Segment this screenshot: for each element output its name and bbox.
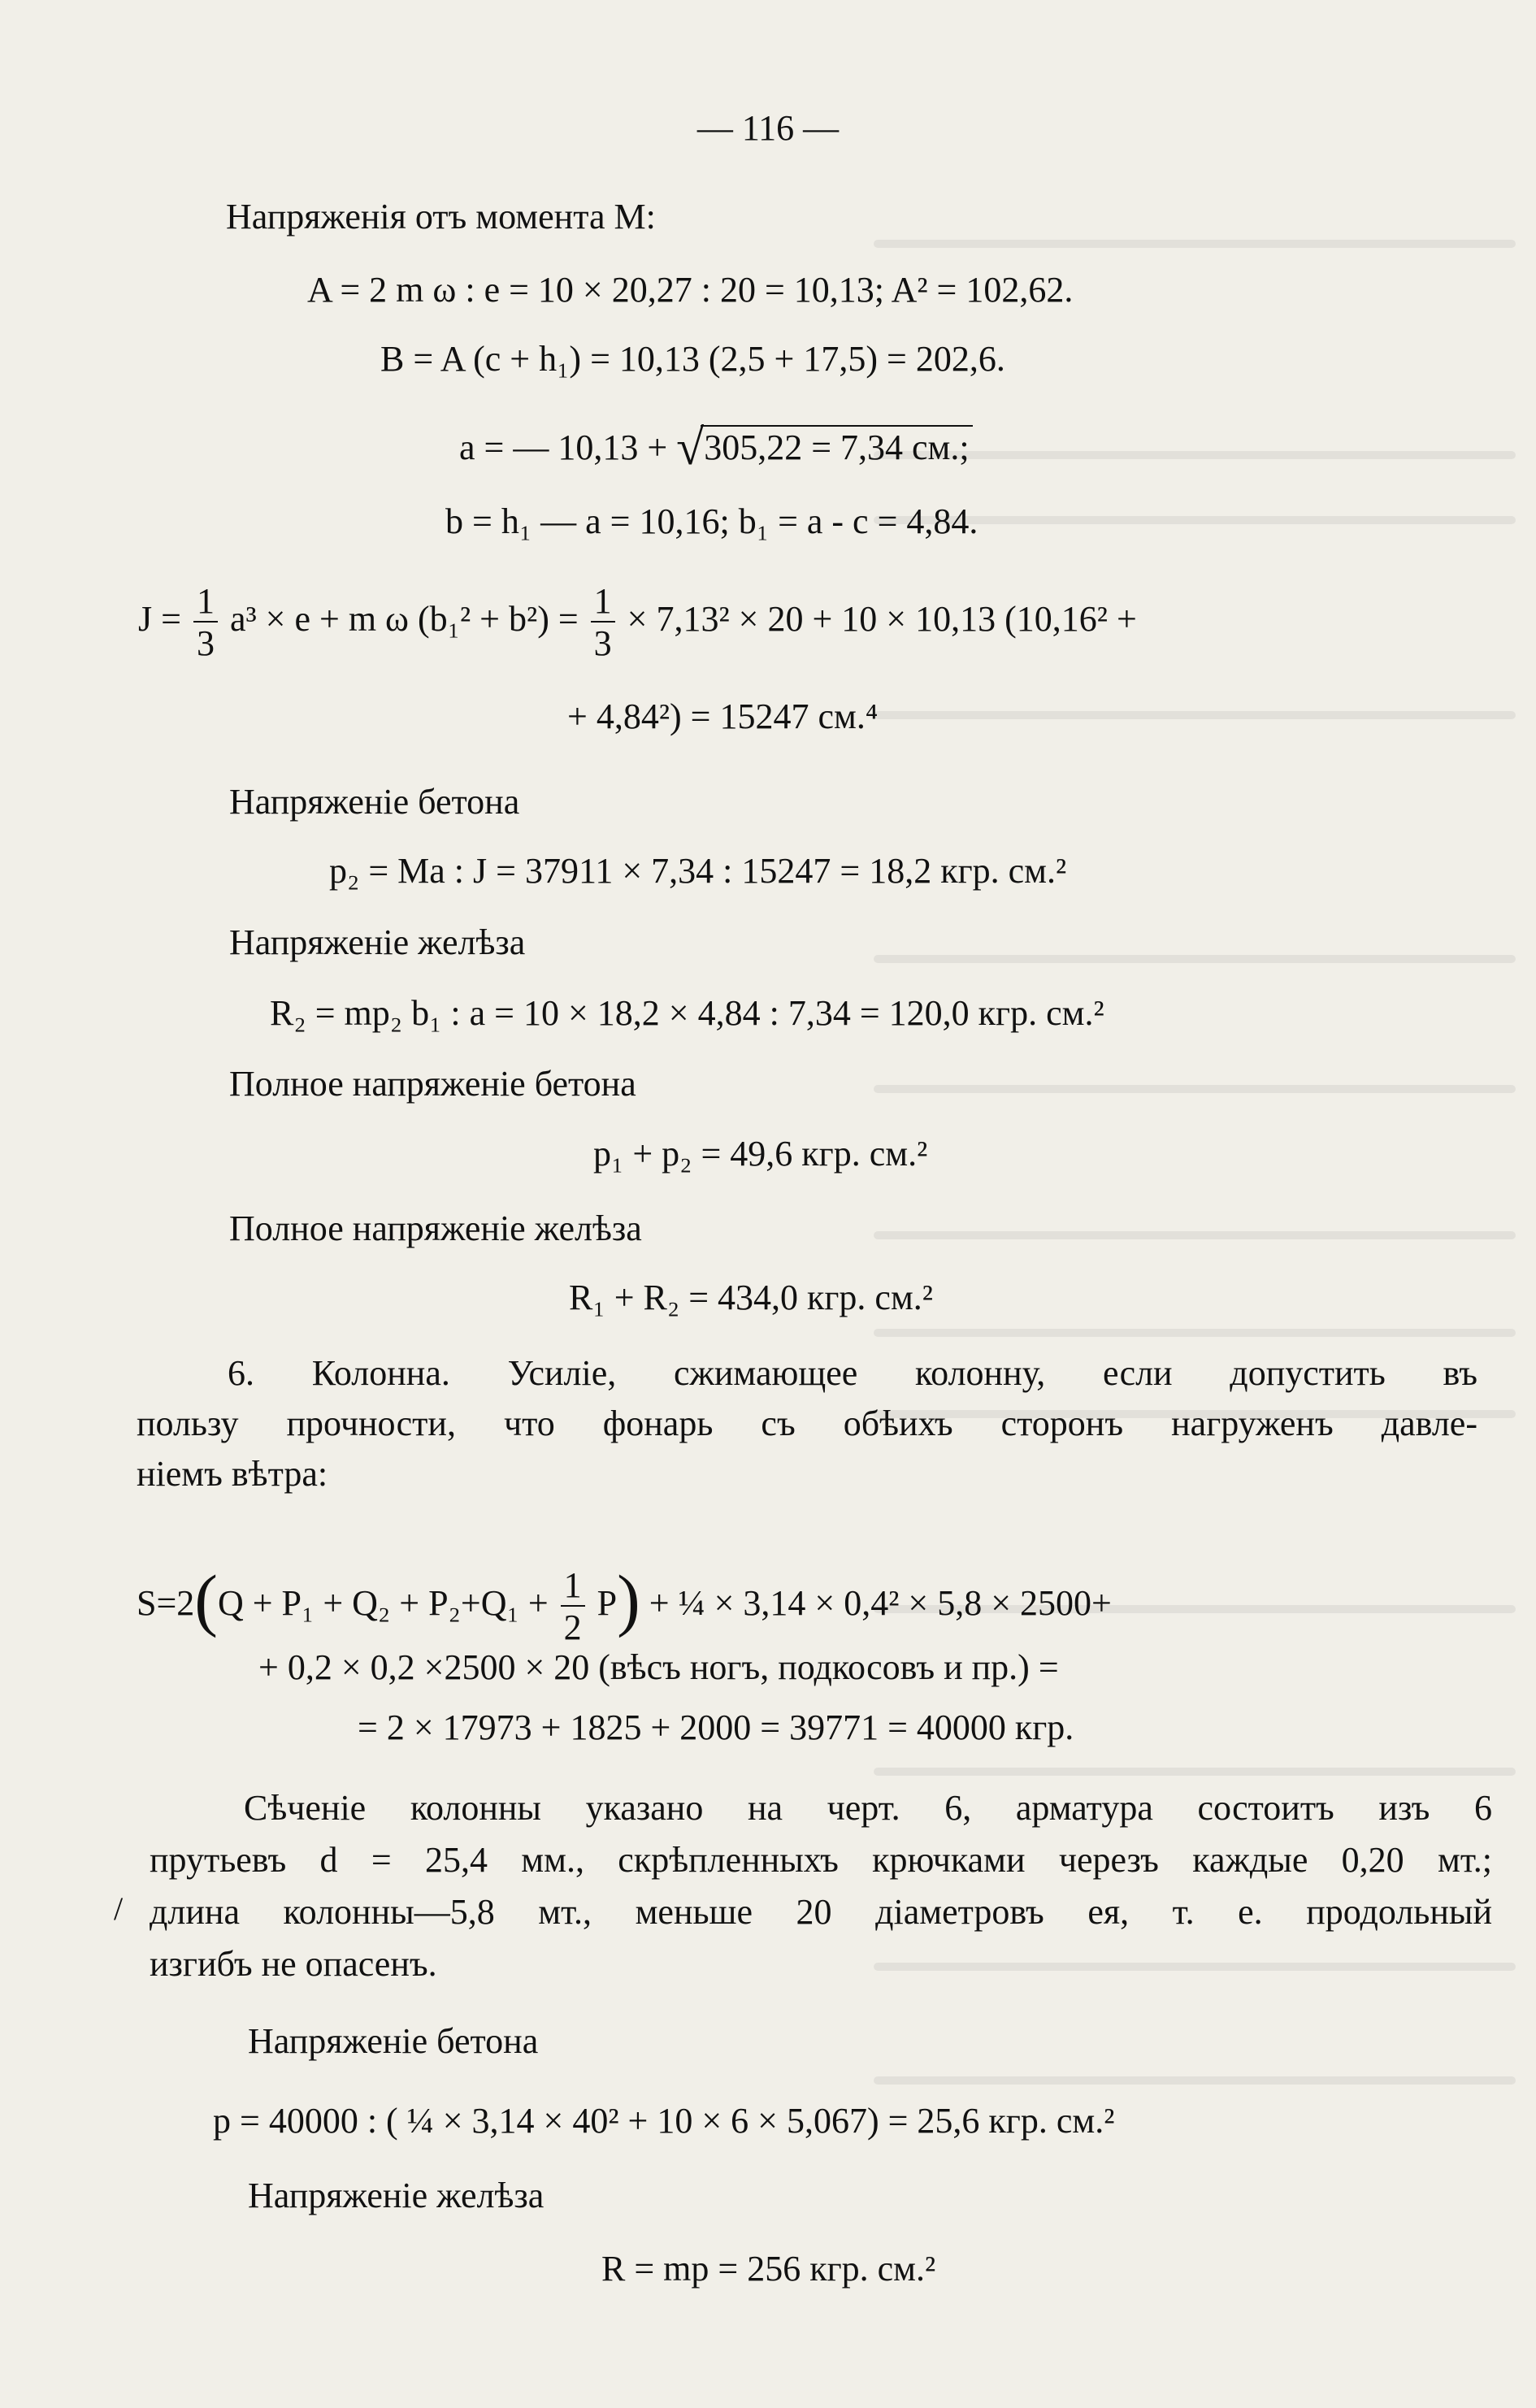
paragraph-column-line-1: 6. Колонна. Усиліе, сжимающее колонну, если допустить въ bbox=[228, 1353, 1477, 1393]
fraction-numerator: 1 bbox=[193, 584, 218, 623]
force-s-rhs: + ¼ × 3,14 × 0,4² × 5,8 × 2500+ bbox=[649, 1583, 1112, 1623]
inertia-lhs: J = bbox=[138, 599, 181, 640]
fraction-one-third-2 bbox=[591, 581, 615, 663]
fraction-numerator: 1 bbox=[561, 1568, 585, 1607]
paragraph-section-line-2: прутьевъ d = 25,4 мм., скрѣпленныхъ крючками черезъ каждые 0,20 мт.; bbox=[150, 1840, 1492, 1880]
force-s-p: P bbox=[597, 1583, 618, 1623]
equation-b: B = A (c + h₁) = 10,13 (2,5 + 17,5) = 202,6. bbox=[380, 339, 1005, 379]
paragraph-column-line-3: ніемъ вѣтра: bbox=[137, 1454, 328, 1494]
heading-iron-stress: Напряженіе желѣза bbox=[229, 922, 526, 962]
paragraph-section-line-3: длина колонны—5,8 мт., меньше 20 діаметровъ ея, т. е. продольный bbox=[150, 1892, 1492, 1932]
equation-a-root-left: a = — 10,13 + bbox=[459, 427, 668, 467]
margin-tick-mark: / bbox=[114, 1890, 124, 1927]
fraction-numerator: 1 bbox=[591, 584, 615, 623]
equation-p2: p₂ = Ma : J = 37911 × 7,34 : 15247 = 18,2 кгр. см.² bbox=[329, 851, 1067, 891]
paragraph-column-line-2: пользу прочности, что фонарь съ обѣихъ сторонъ нагруженъ давле- bbox=[137, 1404, 1477, 1443]
equation-a-root-radicand: 305,22 = 7,34 см.; bbox=[701, 425, 972, 466]
equation-inertia-moment bbox=[138, 581, 1455, 663]
equation-force-s bbox=[137, 1560, 1486, 1647]
inertia-rhs: × 7,13² × 20 + 10 × 10,13 (10,16² + bbox=[627, 599, 1137, 640]
heading-total-iron-stress: Полное напряженіе желѣза bbox=[229, 1208, 642, 1248]
force-s-terms: Q + P₁ + Q₂ + P₂+Q₁ + bbox=[217, 1583, 549, 1623]
paren-close: ) bbox=[617, 1560, 640, 1638]
heading-iron-stress-2: Напряженіе желѣза bbox=[248, 2176, 545, 2215]
fraction-one-half bbox=[561, 1564, 585, 1647]
radical-sign: √ bbox=[676, 420, 705, 475]
equation-b-values: b = h₁ — a = 10,16; b₁ = a - c = 4,84. bbox=[445, 501, 978, 541]
equation-r2: R₂ = mp₂ b₁ : a = 10 × 18,2 × 4,84 : 7,34 = 120,0 кгр. см.² bbox=[270, 993, 1104, 1033]
heading-concrete-stress-2: Напряженіе бетона bbox=[248, 2021, 539, 2061]
inertia-middle: a³ × e + m ω (b₁² + b²) = bbox=[229, 599, 579, 640]
page-number: — 116 — bbox=[696, 108, 840, 148]
equation-a: A = 2 m ω : e = 10 × 20,27 : 20 = 10,13; A² = 102,62. bbox=[307, 270, 1074, 310]
equation-inertia-result: + 4,84²) = 15247 см.⁴ bbox=[567, 696, 879, 736]
heading-total-concrete-stress: Полное напряженіе бетона bbox=[229, 1064, 636, 1104]
equation-p-total: p₁ + p₂ = 49,6 кгр. см.² bbox=[593, 1134, 928, 1174]
section-heading-moment-stresses: Напряженія отъ момента M: bbox=[226, 197, 656, 236]
fraction-denominator: 3 bbox=[196, 623, 215, 663]
fraction-denominator: 3 bbox=[593, 623, 612, 663]
fraction-denominator: 2 bbox=[563, 1607, 582, 1647]
equation-r-column: R = mp = 256 кгр. см.² bbox=[601, 2249, 936, 2289]
equation-r-total: R₁ + R₂ = 434,0 кгр. см.² bbox=[569, 1278, 933, 1317]
equation-a-root bbox=[459, 420, 973, 475]
paragraph-section-line-4: изгибъ не опасенъ. bbox=[150, 1944, 437, 1984]
fraction-one-third bbox=[193, 581, 218, 663]
force-s-lhs: S=2 bbox=[137, 1583, 195, 1623]
paragraph-section-line-1: Сѣченіе колонны указано на черт. 6, арматура состоитъ изъ 6 bbox=[244, 1788, 1492, 1828]
equation-p-column: p = 40000 : ( ¼ × 3,14 × 40² + 10 × 6 × 5,067) = 25,6 кгр. см.² bbox=[213, 2101, 1115, 2141]
paren-open: ( bbox=[194, 1560, 218, 1638]
equation-force-s-result: = 2 × 17973 + 1825 + 2000 = 39771 = 40000 кгр. bbox=[358, 1707, 1074, 1747]
equation-force-s-cont: + 0,2 × 0,2 ×2500 × 20 (вѣсъ ногъ, подкосовъ и пр.) = bbox=[258, 1647, 1059, 1687]
heading-concrete-stress: Напряженіе бетона bbox=[229, 782, 520, 822]
